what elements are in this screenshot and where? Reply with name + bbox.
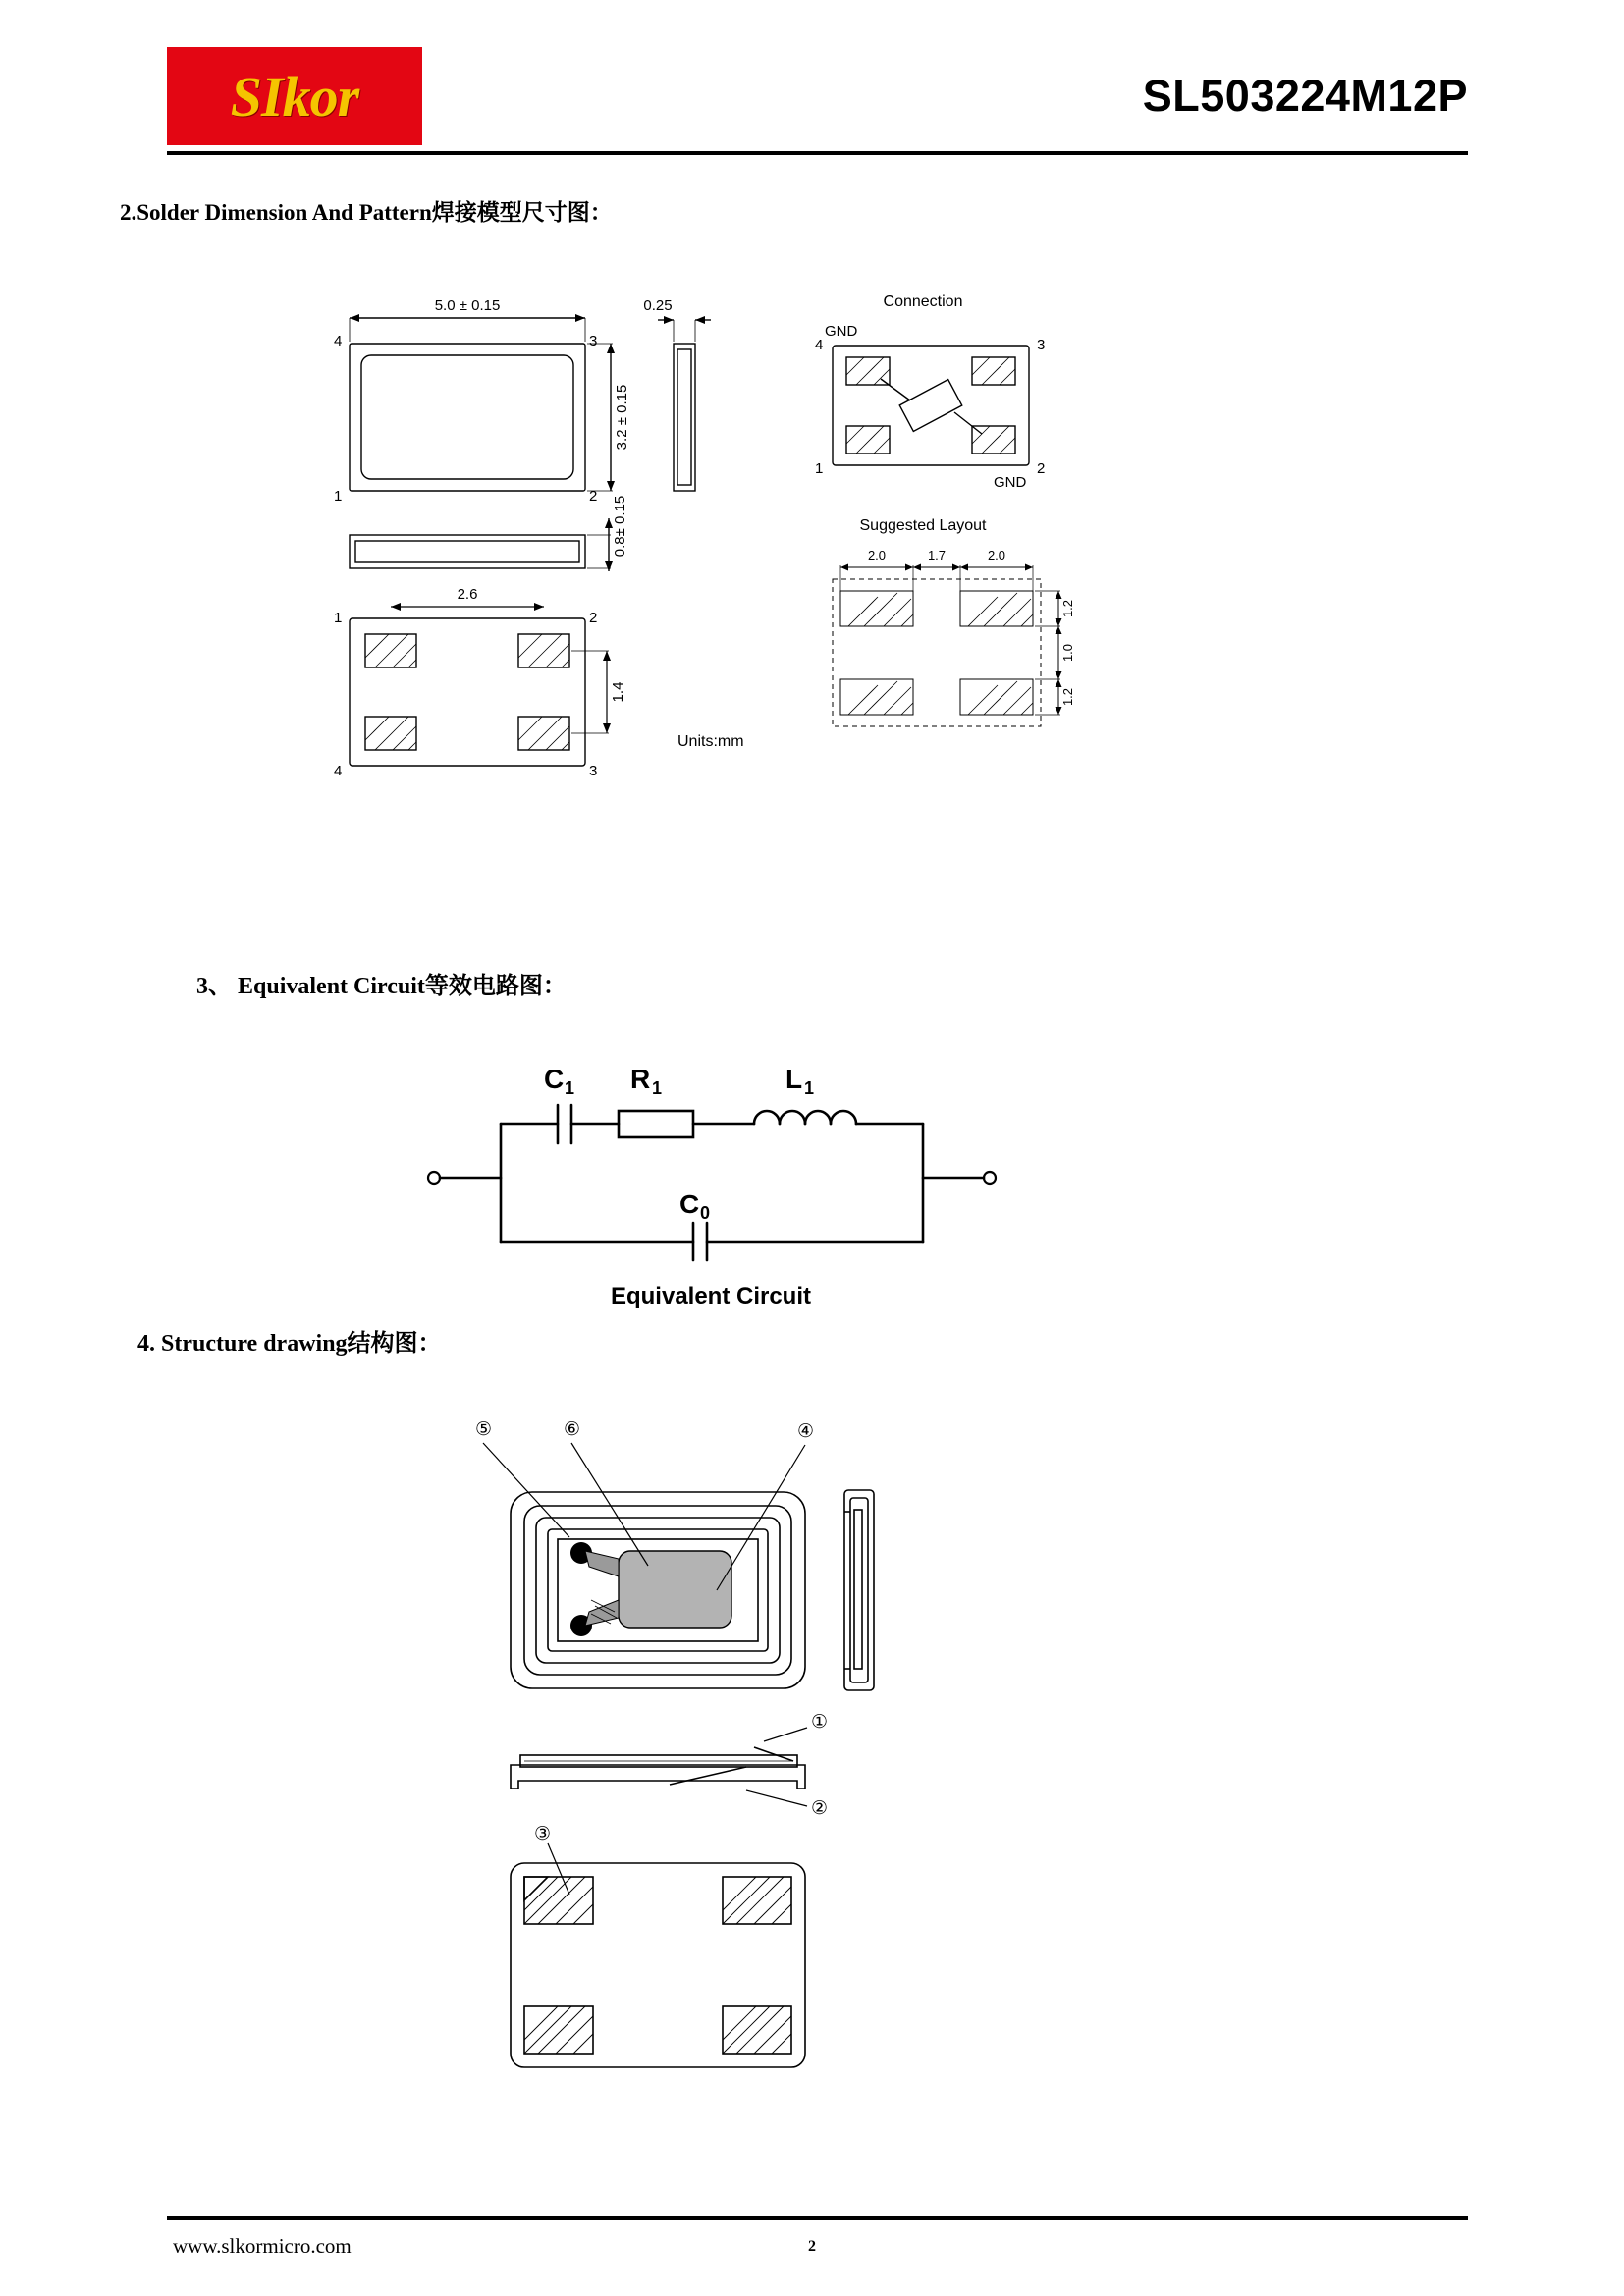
label-c1-sub: 1 [565, 1078, 575, 1097]
layout-dim-h-1: 2.0 [867, 548, 887, 562]
connection-pin-2: 2 [1037, 460, 1046, 477]
structure-drawing-figure [422, 1404, 1110, 2110]
callout-6: ⑥ [564, 1419, 581, 1440]
section-heading-circuit: 3、 Equivalent Circuit等效电路图： [196, 974, 567, 999]
callout-2: ② [811, 1798, 829, 1819]
callout-4: ④ [797, 1421, 815, 1442]
footer-page-number: 2 [808, 2238, 816, 2255]
label-r1-sub: 1 [652, 1078, 663, 1097]
pad-pin-1: 1 [334, 610, 343, 626]
layout-dim-h-2: 1.7 [927, 548, 947, 562]
label-l1-sub: 1 [804, 1078, 815, 1097]
callout-1: ① [811, 1712, 829, 1733]
dim-side-thickness: 0.25 [643, 297, 673, 314]
callout-5: ⑤ [475, 1419, 493, 1440]
layout-dim-v-3: 1.2 [1060, 687, 1075, 707]
label-c0-sub: 0 [700, 1203, 711, 1223]
header-divider [167, 151, 1468, 155]
equivalent-circuit-figure [412, 1070, 1021, 1315]
connection-title: Connection [883, 294, 963, 310]
part-number-title: SL503224M12P [1142, 71, 1468, 121]
connection-gnd-top: GND [825, 323, 858, 340]
pin-label-3: 3 [589, 333, 598, 349]
label-c1: C [544, 1070, 565, 1094]
connection-pin-1: 1 [815, 460, 824, 477]
label-c0: C [679, 1189, 700, 1219]
section-heading-solder: 2.Solder Dimension And Pattern焊接模型尺寸图： [120, 200, 613, 225]
solder-dimension-figure [295, 285, 1178, 864]
units-label: Units:mm [677, 733, 744, 750]
callout-3: ③ [534, 1824, 552, 1844]
pin-label-4: 4 [334, 333, 343, 349]
footer-url[interactable]: www.slkormicro.com [173, 2234, 352, 2258]
logo-text: SIkor [230, 64, 359, 129]
footer-divider [167, 2216, 1468, 2220]
label-l1: L [785, 1070, 803, 1094]
label-r1: R [630, 1070, 651, 1094]
pad-pin-2: 2 [589, 610, 598, 626]
pad-pin-4: 4 [334, 763, 343, 779]
pin-label-2: 2 [589, 488, 598, 505]
suggested-layout-title: Suggested Layout [859, 517, 987, 534]
connection-pin-4: 4 [815, 337, 824, 353]
dim-pad-width: 2.6 [457, 586, 478, 603]
dim-pad-height: 1.4 [610, 681, 626, 703]
section-heading-structure: 4. Structure drawing结构图： [137, 1331, 442, 1357]
connection-pin-3: 3 [1037, 337, 1046, 353]
layout-dim-v-2: 1.0 [1060, 643, 1075, 663]
layout-dim-h-3: 2.0 [987, 548, 1006, 562]
dim-top-width: 5.0 ± 0.15 [434, 297, 501, 314]
dim-top-height: 3.2 ± 0.15 [614, 384, 630, 451]
dim-front-height: 0.8± 0.15 [612, 495, 628, 558]
connection-gnd-bottom: GND [994, 474, 1027, 491]
pin-label-1: 1 [334, 488, 343, 505]
pad-pin-3: 3 [589, 763, 598, 779]
slkor-logo [167, 47, 422, 145]
layout-dim-v-1: 1.2 [1060, 599, 1075, 618]
page-header [167, 47, 1468, 150]
equivalent-circuit-caption: Equivalent Circuit [610, 1283, 812, 1309]
